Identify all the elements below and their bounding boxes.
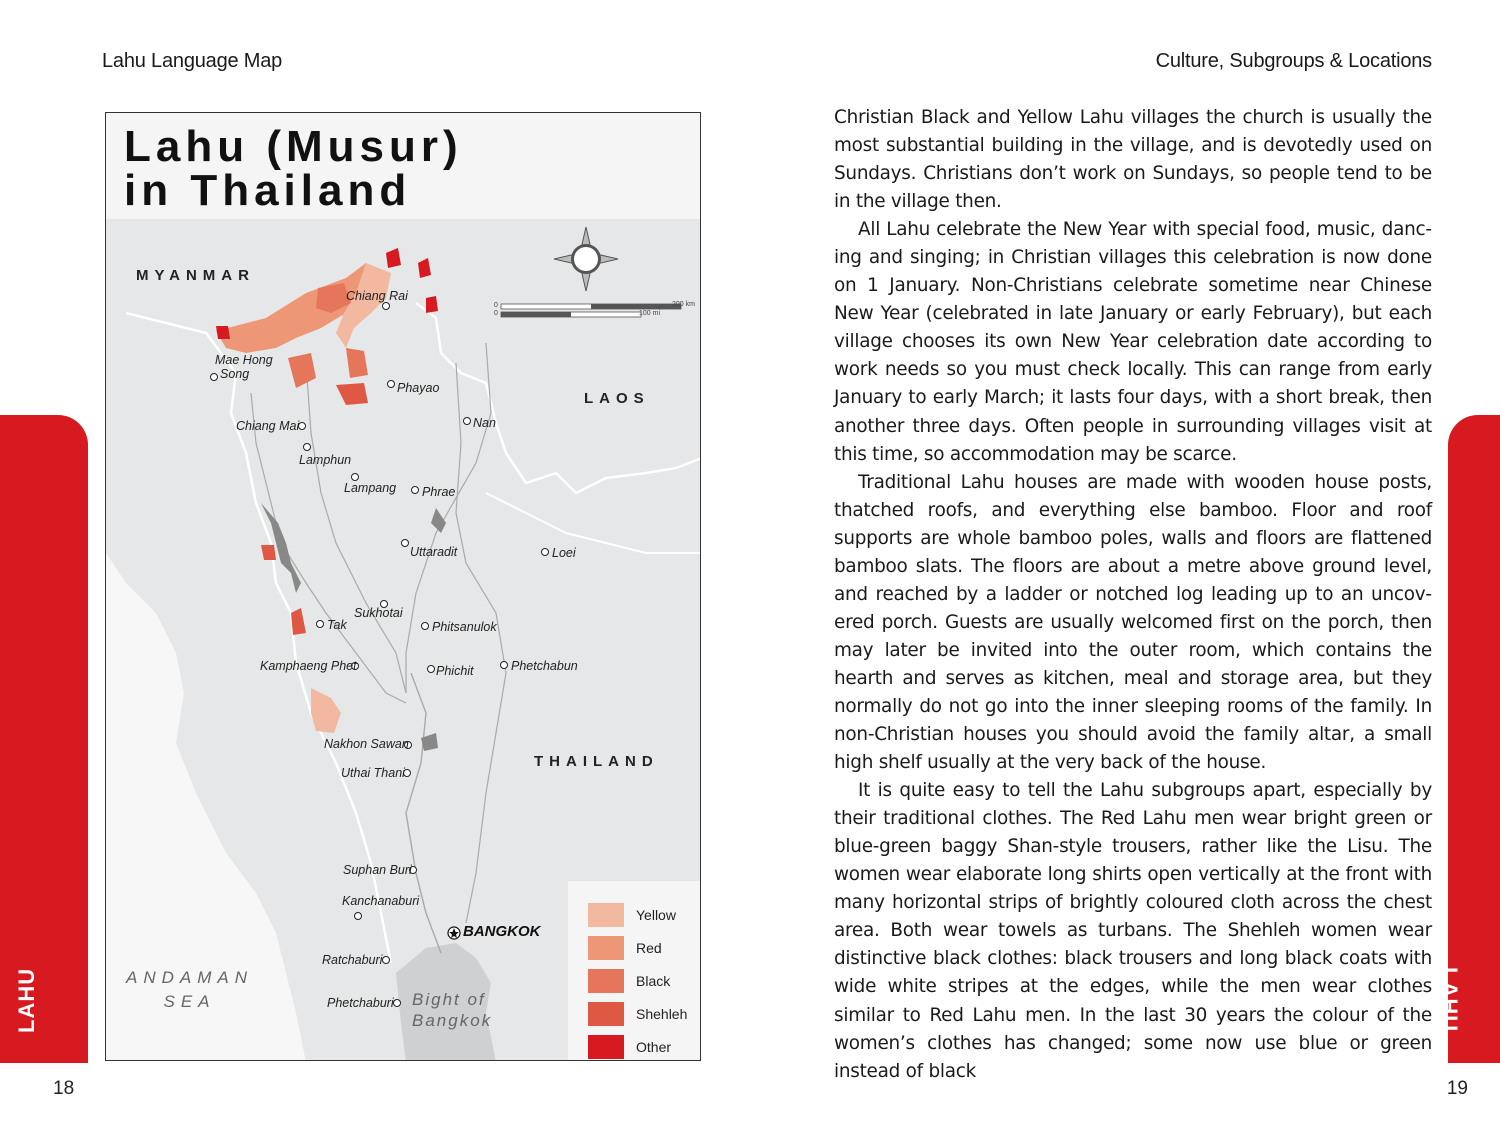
city-phitsanulok: Phitsanulok — [432, 620, 497, 634]
city-phetchaburi: Phetchaburi — [327, 996, 394, 1010]
lahu-map — [105, 112, 701, 1061]
city-lamphun: Lamphun — [299, 453, 352, 467]
region-black-2 — [288, 353, 316, 388]
scale-zero-km: 0 — [494, 302, 498, 309]
city-uthai-thani: Uthai Thani — [341, 766, 405, 780]
page-number-right: 19 — [1446, 1078, 1468, 1099]
label-andaman-sea-line2: SEA — [163, 992, 216, 1011]
label-bight-line1: Bight of — [412, 990, 486, 1009]
label-bight-line2: Bangkok — [412, 1011, 493, 1030]
city-uttaradit: Uttaradit — [410, 545, 458, 559]
region-black-3 — [346, 348, 368, 378]
city-loei: Loei — [552, 546, 576, 560]
paragraph-3: Traditional Lahu houses are made with wooden house posts, thatched roofs, and everything else bamboo. Floor and roof supports are whole bamboo poles, walls and floors are flattened bamboo slats. The floors are about a metre above ground level, and reached by a ladder or notched log leading up to an uncovered porch. Guests are usually welcomed first on the porch, then may later be invited into the outer room, which contains the hearth and serves as kitchen, meal and storage area, but they normally do not go into the inner sleeping rooms of the family. In non-Christian houses you should avoid the family altar, a small high shelf usually at the very back of the house. — [834, 471, 1432, 774]
page-number-left: 18 — [53, 1078, 75, 1099]
region-red-2 — [311, 688, 341, 733]
paragraph-4: It is quite easy to tell the Lahu subgroups apart, especially by their traditional clothes. The Red Lahu men wear bright green or blue-green baggy Shan-style trousers, rather like the Lisu. The women wear elaborate long shirts open vertically at the front with many horizontal strips of brightly coloured cloth across the chest area. Both wear towels as turbans. The Shehleh women wear distinctive black clothes: black trousers and long black coats with wide white stripes at the edges, while the men wear clothes similar to Red Lahu men. In the last 30 years the colour of the women’s clothes has changed; some now use blue or green instead of black — [834, 780, 1432, 1082]
city-nan: Nan — [473, 416, 496, 430]
label-andaman-sea-line1: ANDAMAN — [126, 968, 254, 987]
label-thailand: THAILAND — [534, 753, 659, 770]
legend-swatch-other — [588, 1035, 624, 1059]
region-shehleh-2 — [291, 608, 306, 635]
city-sukhotai: Sukhotai — [354, 606, 403, 620]
label-laos: LAOS — [584, 390, 650, 407]
label-andaman-sea — [126, 966, 253, 1014]
city-mae-hong-song-1: Mae Hong — [215, 353, 273, 367]
map-title — [124, 122, 463, 215]
city-lampang: Lampang — [344, 481, 397, 495]
legend-label-other: Other — [636, 1039, 672, 1055]
city-phrae: Phrae — [422, 485, 456, 499]
legend-label-black: Black — [636, 973, 671, 989]
label-bangkok: BANGKOK — [463, 923, 541, 940]
thumb-tab-right-label: LAHU — [1437, 967, 1462, 1033]
region-shehleh-3 — [261, 545, 276, 560]
scale-zero-mi: 0 — [494, 310, 498, 317]
river-1 — [406, 673, 441, 953]
legend-swatch-red — [588, 936, 624, 960]
city-phetchabun: Phetchabun — [511, 659, 578, 673]
body-text — [834, 104, 1432, 1086]
legend-swatch-shehleh — [588, 1002, 624, 1026]
label-myanmar: MYANMAR — [136, 267, 255, 284]
thumb-tab-right — [1437, 415, 1500, 1063]
river-3 — [306, 363, 406, 693]
paragraph-1: Christian Black and Yellow Lahu villages the church is usually the most substantial building in the village, and is devotedly used on Sundays. Christians don’t work on Sundays, so people tend to be in the village then. — [834, 107, 1432, 213]
region-shehleh-1 — [336, 383, 368, 405]
city-ratchaburi: Ratchaburi — [322, 953, 383, 967]
city-suphan-buri: Suphan Buri — [343, 863, 412, 877]
city-phayao: Phayao — [397, 381, 440, 395]
legend-label-red: Red — [636, 940, 662, 956]
city-kanchanaburi: Kanchanaburi — [342, 894, 420, 908]
legend-swatch-black — [588, 969, 624, 993]
region-other-1 — [386, 248, 401, 268]
scale-label-km: 200 km — [672, 301, 695, 308]
label-bight-of-bangkok — [412, 989, 492, 1031]
legend-label-yellow: Yellow — [636, 907, 676, 923]
city-chiang-mai: Chiang Mai — [236, 419, 300, 433]
scale-label-mi: 100 mi — [639, 310, 661, 317]
city-kamphaeng-phet: Kamphaeng Phet — [260, 659, 357, 673]
legend-label-shehleh: Shehleh — [636, 1006, 688, 1022]
city-chiang-rai: Chiang Rai — [346, 289, 408, 303]
region-other-2 — [418, 258, 431, 278]
paragraph-2: All Lahu celebrate the New Year with special food, music, dancing and singing; in Christian villages this celebration is now done on 1 January. Non-Christians celebrate sometime near Chinese New Year (celebrated in late January or early February), but each village chooses its own New Year celebration date according to work needs so you must check locally. This can range from early January to early March; it lasts four days, with a short break, then another three days. Often people in surrounding villages visit at this time, so accommodation may be scarce. — [834, 219, 1432, 465]
city-tak: Tak — [327, 618, 347, 632]
map-title-line1: Lahu (Musur) — [124, 122, 463, 171]
city-nakhon-sawan: Nakhon Sawan — [324, 737, 409, 751]
map-title-box — [106, 113, 700, 219]
region-other-4 — [216, 326, 230, 339]
reservoir-2 — [431, 508, 446, 533]
legend-swatch-yellow — [588, 903, 624, 927]
running-head-left: Lahu Language Map — [102, 50, 283, 72]
compass-icon — [554, 227, 618, 291]
city-mae-hong-song-2: Song — [220, 367, 250, 381]
thumb-tab-left-label: LAHU — [14, 967, 39, 1033]
map-legend — [568, 881, 701, 1061]
map-title-line2: in Thailand — [124, 166, 412, 215]
river-2 — [406, 343, 491, 693]
region-other-3 — [426, 296, 438, 313]
running-head-right: Culture, Subgroups & Locations — [1155, 50, 1432, 72]
city-phichit: Phichit — [436, 664, 474, 678]
thumb-tab-left — [0, 415, 88, 1063]
